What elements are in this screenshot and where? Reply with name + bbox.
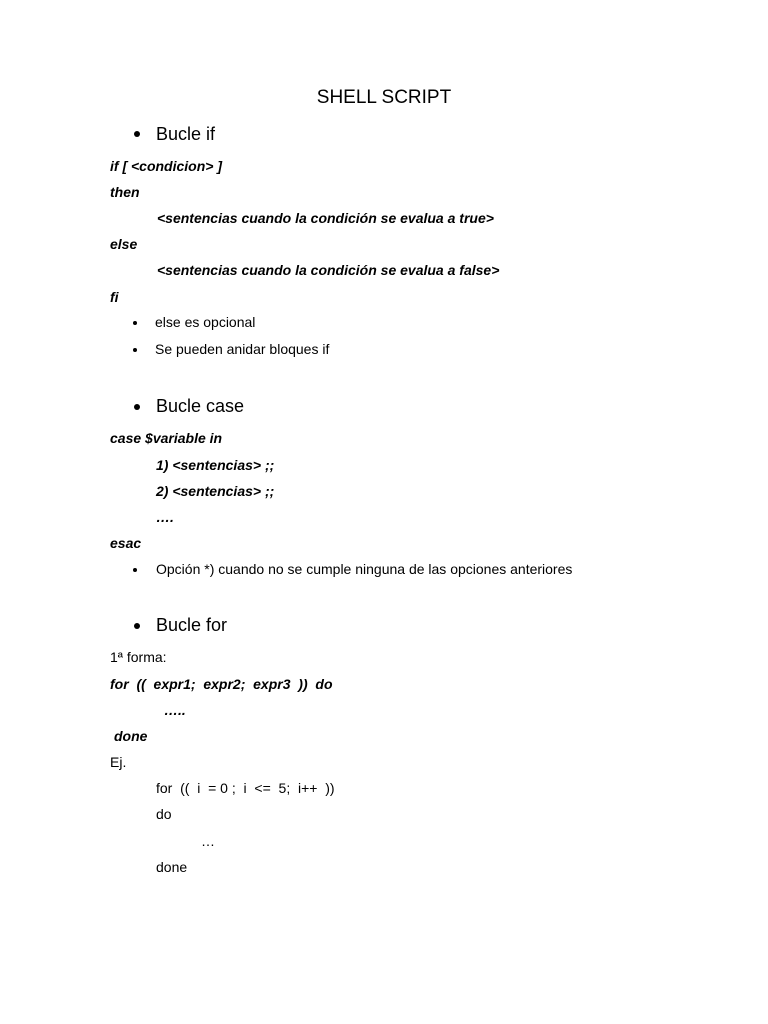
code-line: else bbox=[110, 236, 138, 252]
example-line: done bbox=[156, 859, 188, 875]
section-heading-for: Bucle for bbox=[156, 615, 228, 635]
section-heading-if: Bucle if bbox=[156, 124, 216, 144]
note-item: Se pueden anidar bloques if bbox=[155, 341, 330, 357]
bullet-icon bbox=[134, 623, 140, 629]
example-label: Ej. bbox=[110, 754, 127, 770]
code-line: 1) <sentencias> ;; bbox=[156, 457, 275, 473]
code-line: …. bbox=[156, 509, 174, 525]
note-item: Opción *) cuando no se cumple ninguna de las opciones anteriores bbox=[156, 561, 573, 577]
code-line: ….. bbox=[164, 702, 186, 718]
code-line: <sentencias cuando la condición se evalua a false> bbox=[157, 262, 500, 278]
code-line: for (( expr1; expr2; expr3 )) do bbox=[110, 676, 333, 692]
bullet-icon bbox=[133, 348, 137, 352]
bullet-icon bbox=[134, 404, 140, 410]
form-label: 1ª forma: bbox=[110, 649, 167, 665]
note-item: else es opcional bbox=[155, 314, 256, 330]
code-line: case $variable in bbox=[110, 430, 223, 446]
section-heading-case: Bucle case bbox=[156, 396, 245, 416]
bullet-icon bbox=[133, 568, 137, 572]
example-line: do bbox=[156, 806, 172, 822]
page-title: SHELL SCRIPT bbox=[316, 87, 452, 108]
code-line: <sentencias cuando la condición se evalua a true> bbox=[157, 210, 494, 226]
bullet-icon bbox=[134, 131, 140, 137]
code-line: fi bbox=[110, 289, 119, 305]
example-line: for (( i = 0 ; i <= 5; i++ )) bbox=[156, 780, 335, 796]
code-line: esac bbox=[110, 535, 142, 551]
example-line: … bbox=[201, 833, 215, 849]
code-line: done bbox=[114, 728, 148, 744]
bullet-icon bbox=[133, 321, 137, 325]
code-line: if [ <condicion> ] bbox=[110, 158, 223, 174]
code-line: 2) <sentencias> ;; bbox=[156, 483, 275, 499]
code-line: then bbox=[110, 184, 140, 200]
